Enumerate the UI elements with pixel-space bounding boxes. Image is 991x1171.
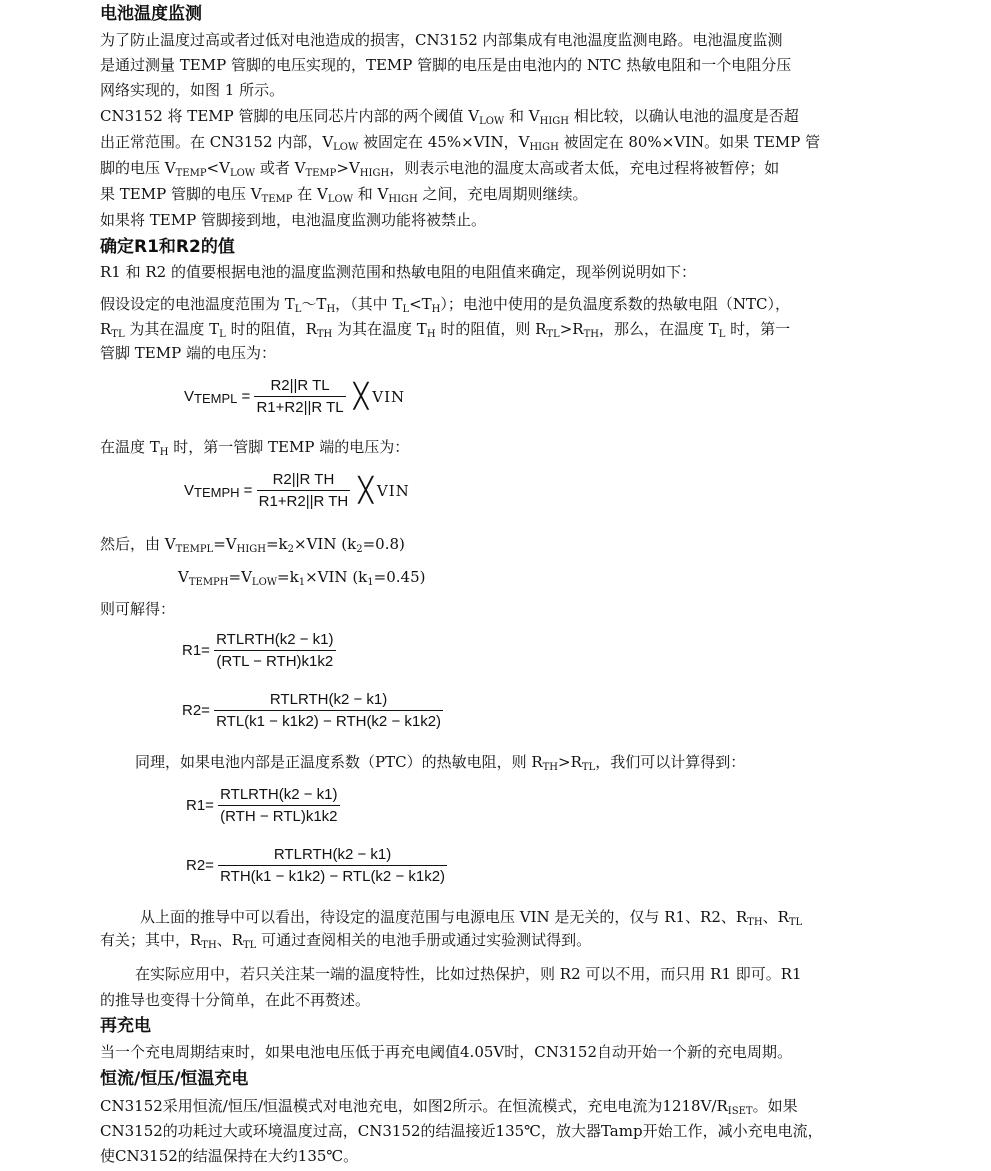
- section-title-r1-r2: 确定R1和R2的值: [100, 237, 235, 257]
- equation-r2-ntc: R2= $\frac{\text{RTLRTH(k2 − k1)}}{\text{RTL(k1 − k1k2) − RTH(k2 − k1k2)}}$: [182, 691, 442, 730]
- paragraph-line: 在温度 $T_H$ 时，第一管脚 TEMP 端的电压为：: [100, 438, 410, 458]
- paragraph-line: 网络实现的，如图 1 所示。: [100, 81, 285, 99]
- paragraph-line: 则可解得：: [100, 600, 176, 618]
- paragraph-line: 如果将 TEMP 管脚接到地，电池温度监测功能将被禁止。: [100, 211, 486, 229]
- paragraph-line: $R_{TL}$ 为其在温度 $T_L$ 时的阻值，$R_{TH}$ 为其在温度 $T_H$ 时的阻值，则 $R_{TL}>R_{TH}$，那么，在温度 $T_L$ 时，第一: [100, 320, 791, 340]
- paragraph-line: 在实际应用中，若只关注某一端的温度特性，比如过热保护，则 R2 可以不用，而只用 R1 即可。R1: [135, 965, 802, 983]
- paragraph-line: 果 TEMP 管脚的电压 $V_{TEMP}$ 在 $V_{LOW}$ 和 $V_{HIGH}$ 之间，充电周期则继续。: [100, 185, 588, 205]
- paragraph-line: CN3152 将 TEMP 管脚的电压同芯片内部的两个阈值 $V_{LOW}$ 和 $V_{HIGH}$ 相比较，以确认电池的温度是否超: [100, 107, 799, 127]
- paragraph-line: 假设设定的电池温度范围为 $T_L\sim T_H$，（其中 $T_L<T_H$）；电池中使用的是负温度系数的热敏电阻（NTC），: [100, 295, 791, 315]
- paragraph-line: CN3152采用恒流/恒压/恒温模式对电池充电，如图2所示。在恒流模式，充电电流为$1218V/R_{ISET}$。如果: [100, 1097, 798, 1117]
- paragraph-line: 的推导也变得十分简单，在此不再赘述。: [100, 991, 371, 1009]
- paragraph-line: 使CN3152的结温保持在大约135℃。: [100, 1147, 359, 1165]
- paragraph-line: 是通过测量 TEMP 管脚的电压实现的，TEMP 管脚的电压是由电池内的 NTC 热敏电阻和一个电阻分压: [100, 56, 792, 74]
- equation-r1-ptc: R1= $\frac{\text{RTLRTH(k2 − k1)}}{\text{(RTH − RTL)k1k2}}$: [186, 786, 338, 825]
- paragraph-line: 同理，如果电池内部是正温度系数（PTC）的热敏电阻，则 $R_{TH}>R_{TL}$，我们可以计算得到：: [135, 753, 746, 773]
- paragraph-line: 脚的电压 $V_{TEMP}<V_{LOW}$ 或者 $V_{TEMP}>V_{HIGH}$，则表示电池的温度太高或者太低，充电过程将被暂停；如: [100, 159, 780, 179]
- equation-vtemph: $V_{TEMPH}$ = $\frac{\text{R2||R TH}}{\text{R1+R2||R TH}}$ ╳ VIN: [184, 471, 410, 510]
- equation-r1-ntc: R1= $\frac{\text{RTLRTH(k2 − k1)}}{\text{(RTL − RTH)k1k2}}$: [182, 631, 334, 670]
- paragraph-line: 管脚 TEMP 端的电压为：: [100, 344, 276, 362]
- paragraph-line: 然后，由 $V_{TEMPL}=V_{HIGH}=k_2\times VIN$ $(k_2=0.8)$: [100, 535, 405, 555]
- paragraph-line: $V_{TEMPH}=V_{LOW}=k_1\times VIN$ $(k_1=0.45)$: [178, 568, 426, 588]
- paragraph-line: 有关；其中，$R_{TH}$、$R_{TL}$ 可通过查阅相关的电池手册或通过实验测试得到。: [100, 931, 592, 951]
- equation-r2-ptc: R2= $\frac{\text{RTLRTH(k2 − k1)}}{\text{RTH(k1 − k1k2) − RTL(k2 − k1k2)}}$: [186, 846, 446, 885]
- equation-vtempl: $V_{TEMPL}$ = $\frac{\text{R2||R TL}}{\text{R1+R2||R TL}}$ ╳ VIN: [184, 377, 406, 416]
- paragraph-line: R1 和 R2 的值要根据电池的温度监测范围和热敏电阻的电阻值来确定，现举例说明如下：: [100, 263, 696, 281]
- section-title-temperature-monitoring: 电池温度监测: [100, 4, 202, 24]
- paragraph-line: 当一个充电周期结束时，如果电池电压低于再充电阈值4.05V时，CN3152自动开始一个新的充电周期。: [100, 1043, 793, 1061]
- paragraph-line: CN3152的功耗过大或环境温度过高，CN3152的结温接近135℃，放大器Tamp开始工作，减小充电电流，: [100, 1122, 823, 1140]
- paragraph-line: 为了防止温度过高或者过低对电池造成的损害，CN3152 内部集成有电池温度监测电路。电池温度监测: [100, 31, 783, 49]
- section-title-recharge: 再充电: [100, 1016, 151, 1036]
- section-title-cc-cv-ct: 恒流/恒压/恒温充电: [100, 1069, 249, 1089]
- paragraph-line: 出正常范围。在 CN3152 内部，$V_{LOW}$ 被固定在 45%×VIN，$V_{HIGH}$ 被固定在 80%×VIN。如果 TEMP 管: [100, 133, 821, 153]
- paragraph-line: 从上面的推导中可以看出，待设定的温度范围与电源电压 VIN 是无关的，仅与 R1、R2、$R_{TH}$、$R_{TL}$: [140, 908, 803, 928]
